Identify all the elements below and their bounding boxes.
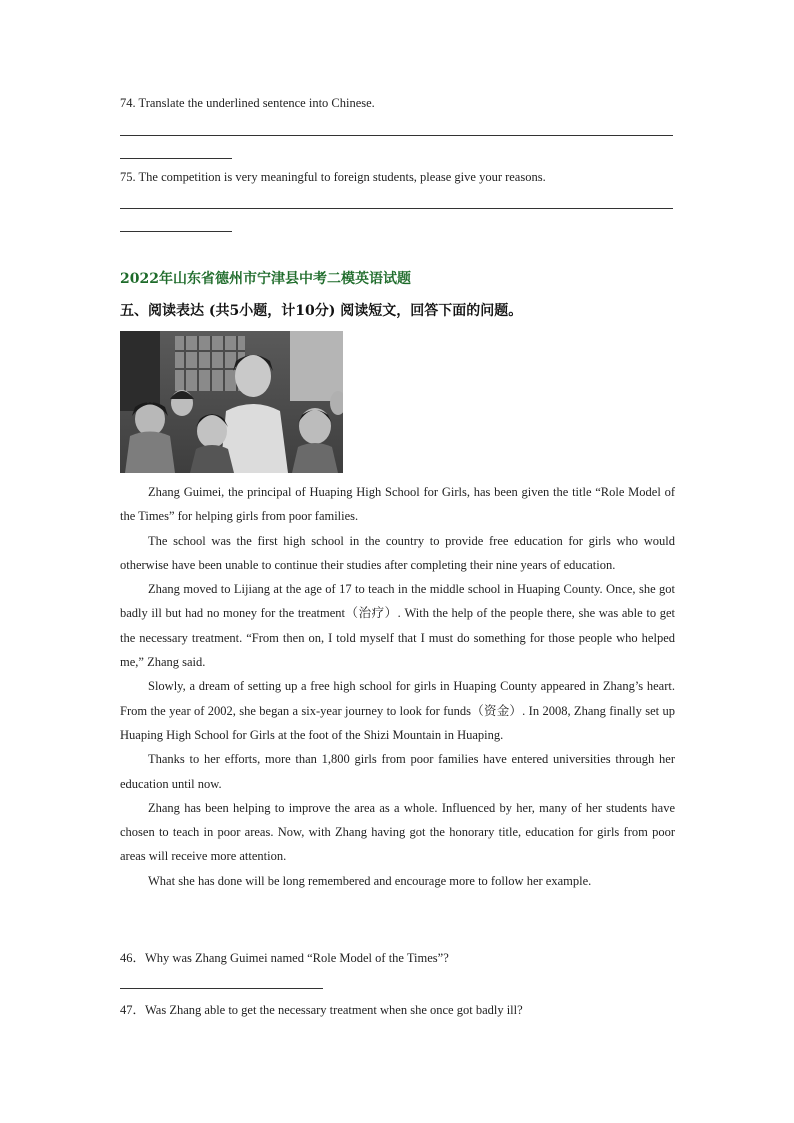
answer-line-46[interactable] <box>120 988 323 989</box>
paragraph-4: Slowly, a dream of setting up a free high school for girls in Huaping County appeared in Zhang’s heart. From the year of 2002, she began a six-year journey to look for funds（资金）. In 2008, Zhang finally set up Huaping High School for Girls at the foot of the Shizi Mountain in Huaping. <box>120 679 675 742</box>
section-title: 五、阅读表达 (共5小题，计10分) 阅读短文，回答下面的问题。 <box>120 303 523 319</box>
question-46: 46．Why was Zhang Guimei named “Role Model of the Times”? <box>120 951 449 965</box>
question-74: 74. Translate the underlined sentence into Chinese. <box>120 96 375 110</box>
answer-line-75a[interactable] <box>120 208 673 209</box>
paragraph-6: Zhang has been helping to improve the area as a whole. Influenced by her, many of her students have chosen to teach in poor areas. Now, with Zhang having got the honorary title, education for girls from poor areas will receive more attention. <box>120 800 675 864</box>
answer-line-74b[interactable] <box>120 158 232 159</box>
reading-passage <box>120 480 675 893</box>
photo-image <box>120 331 343 473</box>
paragraph-5: Thanks to her efforts, more than 1,800 girls from poor families have entered universities through her education until now. <box>120 752 675 791</box>
paragraph-3: Zhang moved to Lijiang at the age of 17 to teach in the middle school in Huaping County. Once, she got badly ill but had no money for the treatment（治疗）. With the help of the people there, she was able to get the necessary treatment. “From then on, I told myself that I must do something for those people who helped me,” Zhang said. <box>120 582 675 670</box>
question-75: 75. The competition is very meaningful to foreign students, please give your reasons. <box>120 170 546 184</box>
photo-zhang-guimei-with-students <box>120 331 343 473</box>
answer-line-74a[interactable] <box>120 135 673 136</box>
exam-title: 2022年山东省德州市宁津县中考二模英语试题 <box>120 271 411 287</box>
paragraph-7: What she has done will be long remembered and encourage more to follow her example. <box>148 873 592 888</box>
paragraph-1: Zhang Guimei, the principal of Huaping High School for Girls, has been given the title “Role Model of the Times” for helping girls from poor families. <box>120 485 675 524</box>
answer-line-75b[interactable] <box>120 231 232 232</box>
paragraph-2: The school was the first high school in the country to provide free education for girls who would otherwise have been unable to continue their studies after completing their nine years of education. <box>120 533 675 572</box>
question-47: 47．Was Zhang able to get the necessary treatment when she once got badly ill? <box>120 1003 523 1017</box>
